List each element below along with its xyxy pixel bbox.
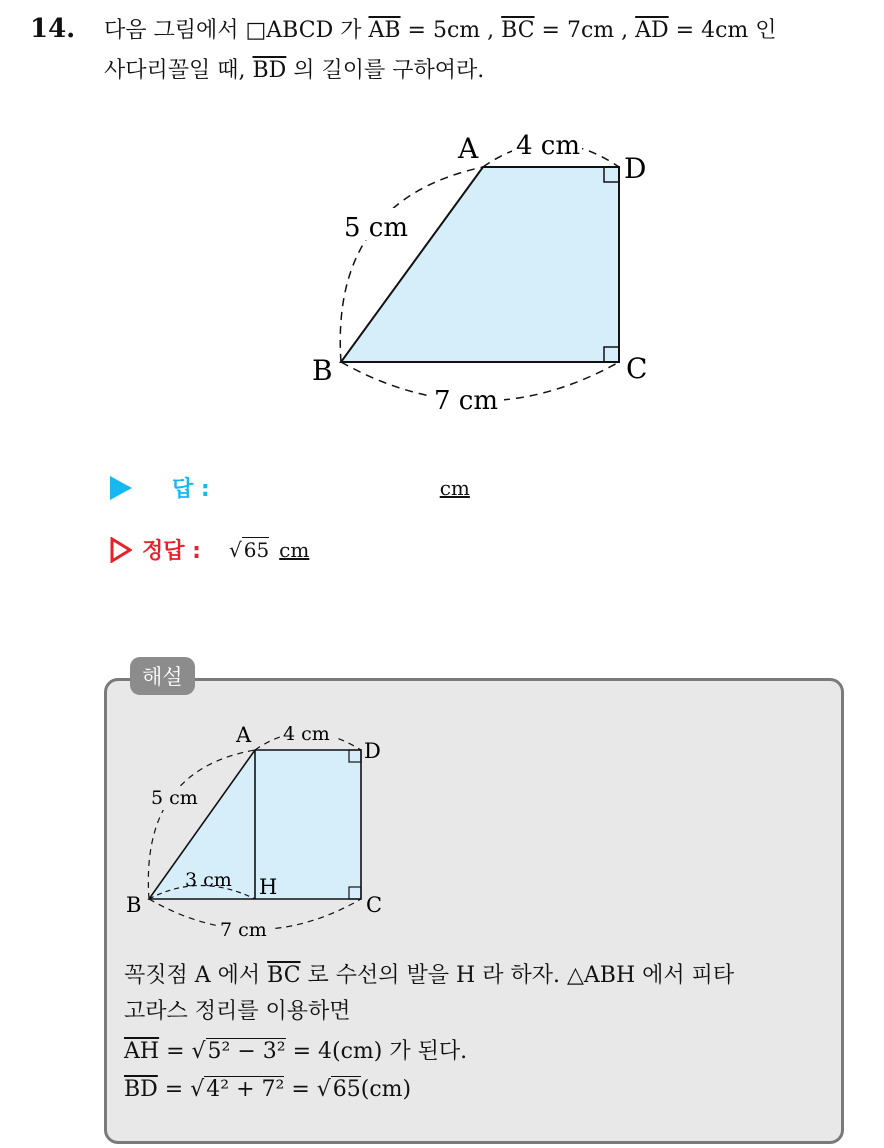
expl-label-bh: 3 cm [185, 869, 232, 891]
question-number: 14. [30, 14, 76, 44]
expl-segment-bc: $\overline{BC}$ [267, 963, 301, 988]
answer-label: 답 : [172, 477, 210, 502]
explanation-tag: 해설 [130, 657, 195, 695]
question-line-2: 사다리꼴일 때, $\overline{BD}$ 의 길이를 구하여라. [104, 58, 485, 83]
expl-vertex-c: C [366, 893, 383, 917]
explanation-line-2: 고라스 정리를 이용하면 [124, 999, 351, 1024]
segment-ab: $\overline{AB}$ [368, 18, 401, 43]
expl-vertex-h: H [259, 875, 278, 899]
expl-label-ab: 5 cm [151, 787, 198, 809]
expl-vertex-d: D [364, 739, 381, 763]
expl-segment-ah: $\overline{AH}$ [124, 1039, 160, 1064]
square-symbol: □ [245, 18, 267, 43]
expl-segment-bd: $\overline{BD}$ [124, 1077, 158, 1102]
segment-bd: $\overline{BD}$ [252, 58, 287, 83]
explanation-line-3: $\overline{AH} = √5^2 - 3^2 = 4(cm)$ 가 된다. [124, 1039, 468, 1064]
vertex-a: A [458, 132, 479, 165]
question-line-1: 다음 그림에서 □ABCD 가 $\overline{AB} = 5cm$ , $\overline{BC} = 7cm$ , $\overline{AD} = 4cm$ 인 [104, 18, 777, 43]
segment-ad: $\overline{AD}$ [635, 18, 669, 43]
answer-unit: cm [439, 475, 470, 500]
explanation-line-1: 꼭짓점 A 에서 $\overline{BC}$ 로 수선의 발을 H 라 하자. △ABH 에서 피타 [124, 963, 735, 988]
label-bc: 7 cm [434, 386, 499, 416]
expl-vertex-b: B [126, 893, 142, 917]
label-ab: 5 cm [344, 213, 409, 243]
label-ad: 4 cm [516, 131, 581, 161]
expl-label-bc: 7 cm [220, 919, 267, 941]
segment-bc: $\overline{BC}$ [501, 18, 535, 43]
explanation-line-4: $\overline{BD} = √4^2 + 7^2 = √65(cm)$ [124, 1077, 412, 1102]
correct-unit: cm [279, 537, 310, 562]
expl-label-ad: 4 cm [283, 723, 330, 745]
vertex-c: C [626, 352, 648, 385]
triangle-symbol: △ [566, 963, 584, 988]
expl-vertex-a: A [236, 723, 252, 747]
vertex-b: B [312, 354, 333, 387]
correct-label: 정답 : [142, 539, 201, 564]
correct-value: √ 65 [228, 537, 270, 562]
vertex-d: D [624, 152, 647, 185]
